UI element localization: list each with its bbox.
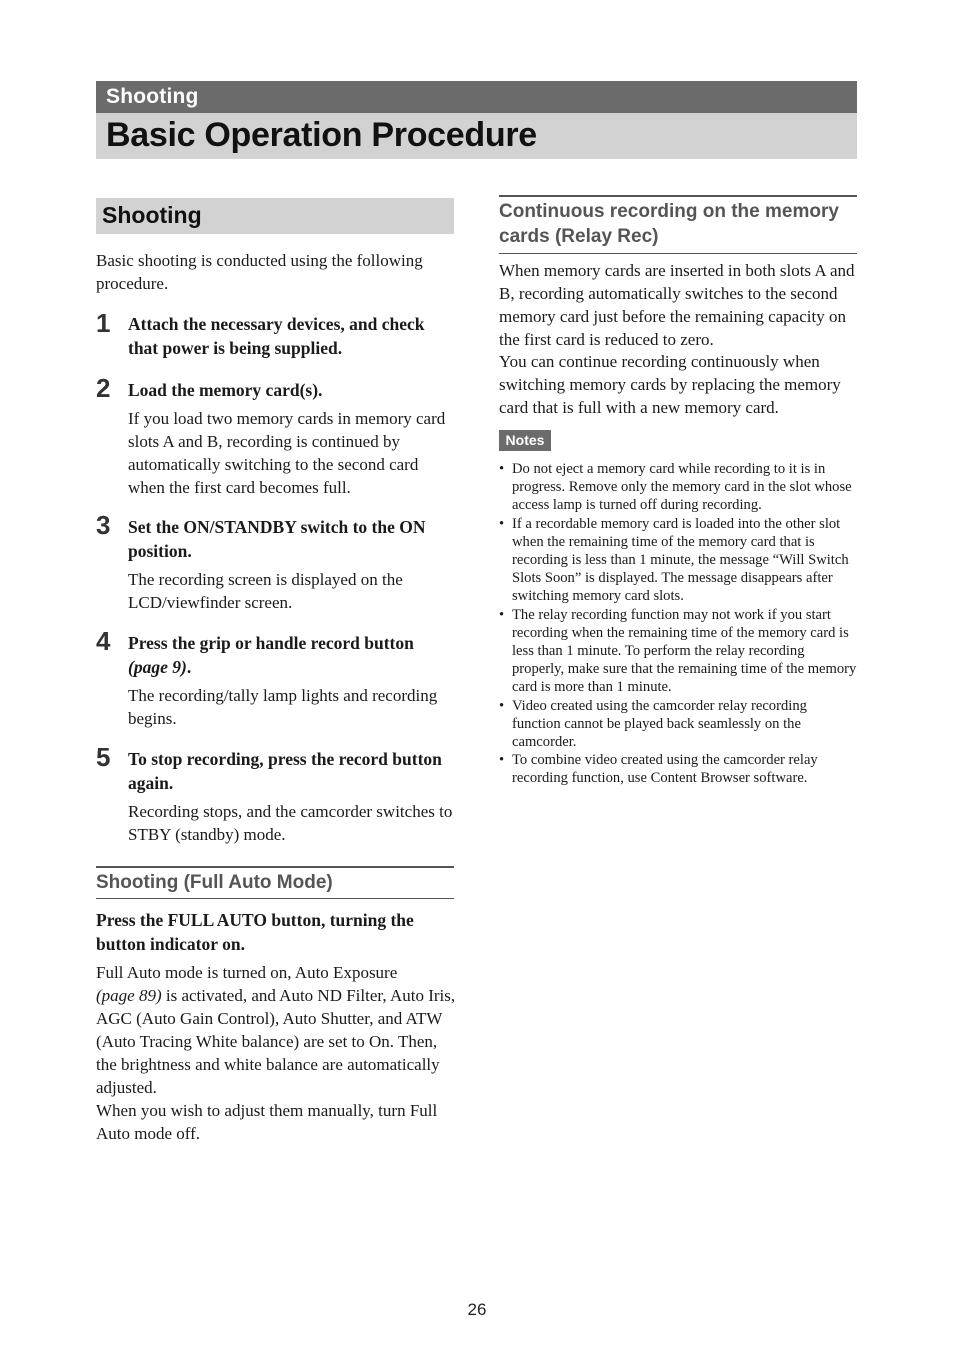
full-auto-heading: Shooting (Full Auto Mode) (96, 866, 454, 899)
notes-list (499, 460, 859, 788)
relay-rec-para-2: You can continue recording continuously when switching memory cards by replacing the memory card that is full with a new memory card. (499, 352, 841, 417)
step-number-4: 4 (96, 626, 111, 656)
note-item: • If a recordable memory card is loaded into the other slot when the remaining time of the memory card that is recording is less than 1 minute, the message “Will Switch Slots Soon” is displayed. The message disappears after switching memory card slots. (499, 515, 859, 606)
step-body-4: The recording/tally lamp lights and recording begins. (128, 686, 438, 728)
relay-rec-para-1: When memory cards are inserted in both slots A and B, recording automatically switches to the second memory card just before the remaining capacity on the first card is reduced to zero. (499, 261, 855, 349)
step-number-3: 3 (96, 510, 111, 540)
notes-label: Notes (499, 430, 551, 451)
note-item: • To combine video created using the camcorder relay recording function, use Content Browser software. (499, 751, 859, 787)
step-number-2: 2 (96, 373, 111, 403)
step-body-3: The recording screen is displayed on the LCD/viewfinder screen. (128, 570, 403, 612)
page-reference[interactable]: (page 89) (96, 986, 162, 1005)
step-number-5: 5 (96, 742, 111, 772)
page-header (96, 81, 857, 159)
step-number-1: 1 (96, 308, 111, 338)
step-title-1: Attach the necessary devices, and check that power is being supplied. (128, 314, 425, 358)
step-title-2: Load the memory card(s). (128, 380, 323, 400)
note-item: • The relay recording function may not work if you start recording when the remaining time of the memory card is less than 1 minute. To perform the relay recording properly, make sure that the remaining time of the memory card is more than 1 minute. (499, 606, 859, 697)
section-title-shooting: Shooting (96, 198, 454, 234)
step-body-2: If you load two memory cards in memory card slots A and B, recording is continued by automatically switching to the second card when the first card becomes full. (128, 409, 446, 497)
full-auto-body: Full Auto mode is turned on, Auto Exposure (page 89) is activated, and Auto ND Filter, Auto Iris, AGC (Auto Gain Control), Auto Shutter, and ATW (Auto Tracing White balance) are set to On. Then, the brightness and white balance are automatically adjusted. When you wish to adjust them manually, turn Full Auto mode off. (96, 963, 456, 1143)
step-body-5: Recording stops, and the camcorder switches to STBY (standby) mode. (128, 802, 453, 844)
step-title-3: Set the ON/STANDBY switch to the ON position. (128, 517, 426, 561)
relay-rec-heading: Continuous recording on the memory cards (Relay Rec) (499, 195, 857, 254)
page-title: Basic Operation Procedure (96, 113, 857, 159)
note-item: • Video created using the camcorder relay recording function cannot be played back seamlessly on the camcorder. (499, 697, 859, 752)
step-title-5: To stop recording, press the record button again. (128, 749, 442, 793)
note-item: • Do not eject a memory card while recording to it is in progress. Remove only the memory card in the slot whose access lamp is turned off during recording. (499, 460, 859, 515)
step-title-4: Press the grip or handle record button (page 9). (128, 633, 414, 677)
page-reference[interactable]: (page 9) (128, 657, 187, 677)
intro-text: Basic shooting is conducted using the following procedure. (96, 251, 423, 293)
full-auto-instruction: Press the FULL AUTO button, turning the button indicator on. (96, 910, 414, 954)
chapter-label: Shooting (96, 81, 857, 113)
page-number: 26 (467, 1300, 487, 1319)
